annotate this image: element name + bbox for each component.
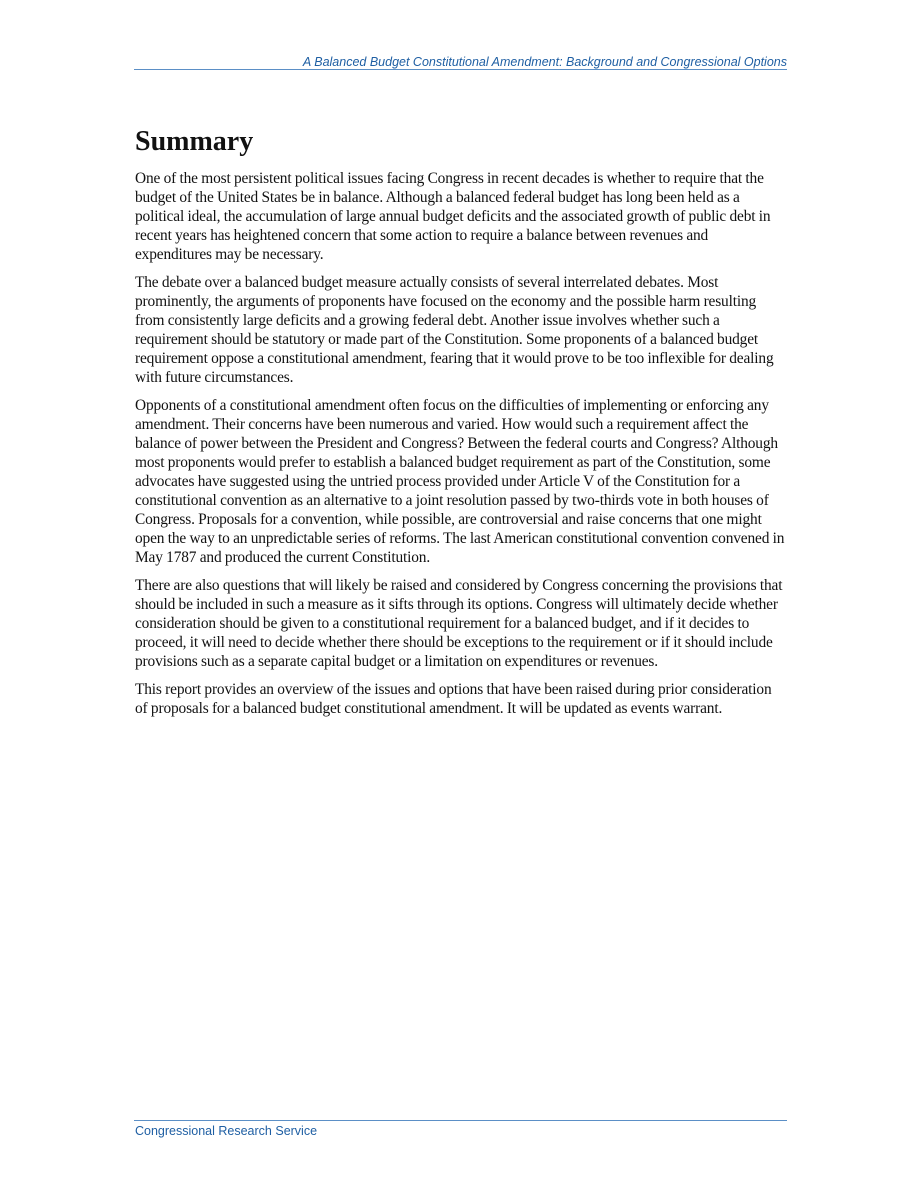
paragraph: This report provides an overview of the issues and options that have been raised during prior consideration of proposals for a balanced budget constitutional amendment. It will be updated as events warrant.	[135, 681, 772, 717]
page-title: Summary	[135, 126, 254, 157]
footer-divider	[134, 1120, 787, 1121]
summary-body	[135, 169, 787, 727]
paragraph: One of the most persistent political issues facing Congress in recent decades is whether to require that the budget of the United States be in balance. Although a balanced federal budget has long been held as a political ideal, the accumulation of large annual budget deficits and the associated growth of public debt in recent years has heightened concern that some action to require a balance between revenues and expenditures may be necessary.	[135, 170, 771, 263]
footer-publisher: Congressional Research Service	[135, 1124, 318, 1138]
paragraph: There are also questions that will likely be raised and considered by Congress concerning the provisions that should be included in such a measure as it sifts through its options. Congress will ultimately decide whether consideration should be given to a constitutional requirement for a balanced budget, and if it decides to proceed, it will need to decide whether there should be exceptions to the requirement or if it should include provisions such as a separate capital budget or a limitation on expenditures or revenues.	[135, 577, 783, 670]
running-header: A Balanced Budget Constitutional Amendment: Background and Congressional Options	[302, 55, 787, 69]
paragraph: Opponents of a constitutional amendment often focus on the difficulties of implementing or enforcing any amendment. Their concerns have been numerous and varied. How would such a requirement affect the balance of power between the President and Congress? Between the federal courts and Congress? Although most proponents would prefer to establish a balanced budget requirement as part of the Constitution, some advocates have suggested using the untried process provided under Article V of the Constitution for a constitutional convention as an alternative to a joint resolution passed by two-thirds vote in both houses of Congress. Proposals for a convention, while possible, are controversial and raise concerns that one might open the way to an unpredictable series of reforms. The last American constitutional convention convened in May 1787 and produced the current Constitution.	[135, 397, 785, 566]
header-divider	[134, 69, 787, 70]
paragraph: The debate over a balanced budget measure actually consists of several interrelated debates. Most prominently, the arguments of proponents have focused on the economy and the possible harm resulting from consistently large deficits and a growing federal debt. Another issue involves whether such a requirement should be statutory or made part of the Constitution. Some proponents of a balanced budget requirement oppose a constitutional amendment, fearing that it would prove to be too inflexible for dealing with future circumstances.	[135, 274, 774, 386]
